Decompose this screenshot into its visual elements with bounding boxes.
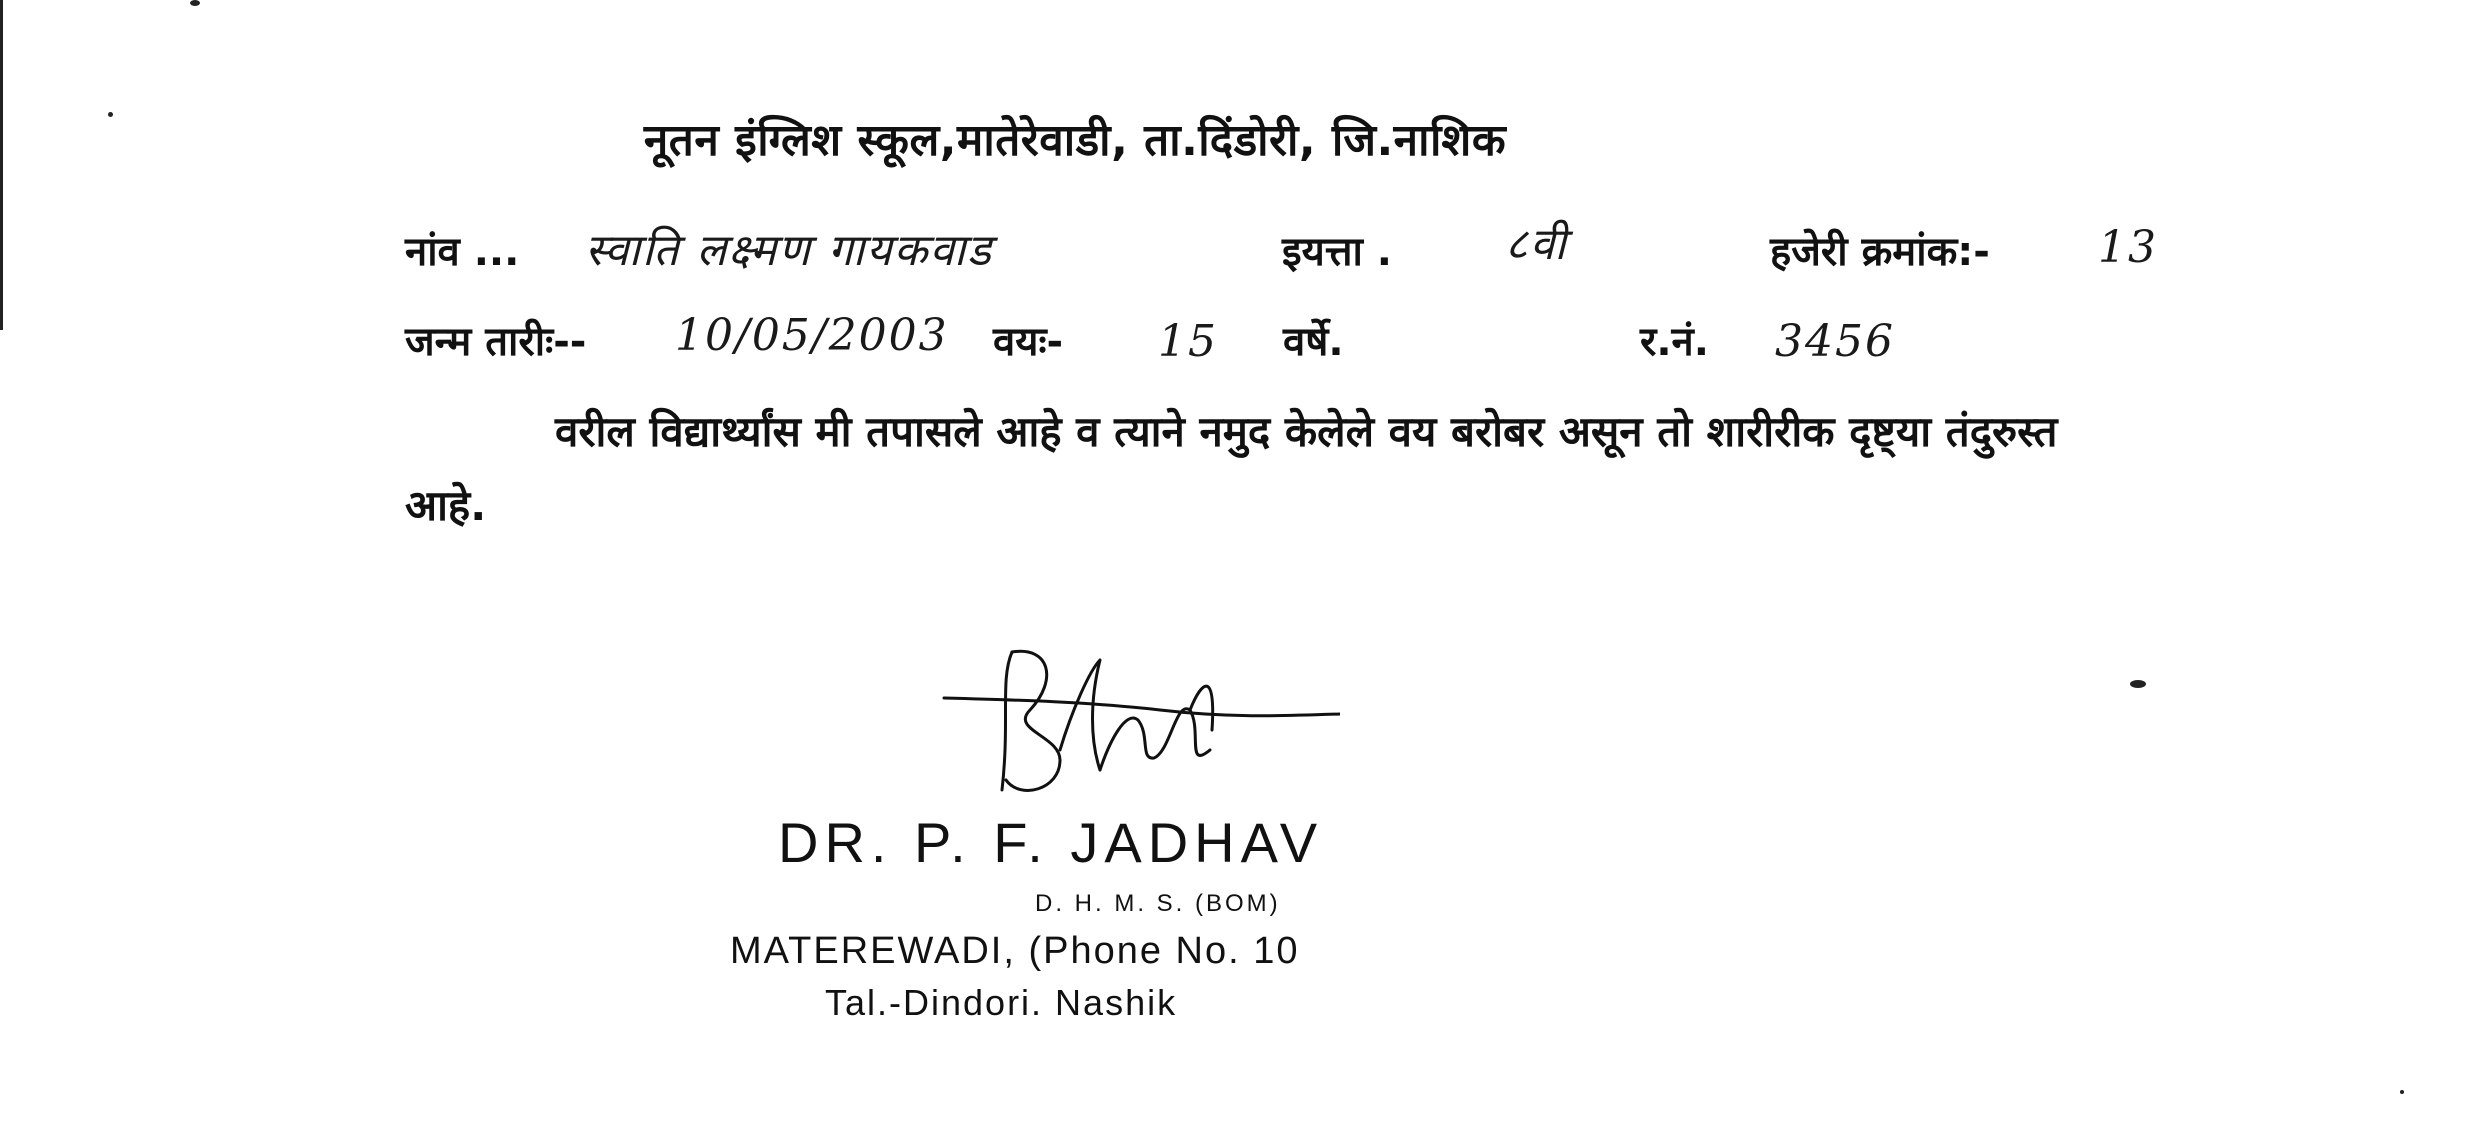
school-heading: नूतन इंग्लिश स्कूल,मातेरेवाडी, ता.दिंडोरी, जि.नाशिक bbox=[643, 115, 1507, 166]
fitness-statement: वरील विद्यार्थ्यांस मी तपासले आहे व त्याने नमुद केलेले वय बरोबर असून तो शारीरीक दृष्ट्या तंदुरुस्त आहे. bbox=[405, 407, 2058, 530]
name-label: नांव ... bbox=[405, 229, 520, 275]
age-value: 15 bbox=[1158, 316, 1218, 367]
registration-value: 3456 bbox=[1775, 316, 1895, 367]
roll-number-value: 13 bbox=[2098, 222, 2158, 273]
doctor-name: DR. P. F. JADHAV bbox=[778, 811, 1324, 874]
class-label: इयत्ता . bbox=[1282, 229, 1392, 275]
class-value: ८वी bbox=[1505, 219, 1568, 270]
scan-speck bbox=[190, 0, 200, 6]
roll-number-label: हजेरी क्रमांक:- bbox=[1770, 229, 1990, 275]
doctor-stamp bbox=[700, 640, 1460, 1070]
age-label: वयः- bbox=[993, 319, 1064, 365]
doctor-address: MATEREWADI, (Phone No. 10 bbox=[730, 930, 1300, 972]
years-label: वर्षे. bbox=[1283, 319, 1344, 365]
doctor-signature bbox=[940, 640, 1340, 820]
student-name-value: स्वाति लक्ष्मण गायकवाड bbox=[585, 225, 993, 276]
registration-label: र.नं. bbox=[1640, 319, 1709, 365]
scan-speck bbox=[2400, 1090, 2404, 1094]
doctor-taluka: Tal.-Dindori. Nashik bbox=[825, 982, 1178, 1023]
scan-speck bbox=[2130, 680, 2146, 688]
dob-label: जन्म तारीः-- bbox=[405, 319, 587, 365]
dob-value: 10/05/2003 bbox=[675, 310, 949, 361]
doctor-qualification: D. H. M. S. (BOM) bbox=[1035, 890, 1281, 917]
